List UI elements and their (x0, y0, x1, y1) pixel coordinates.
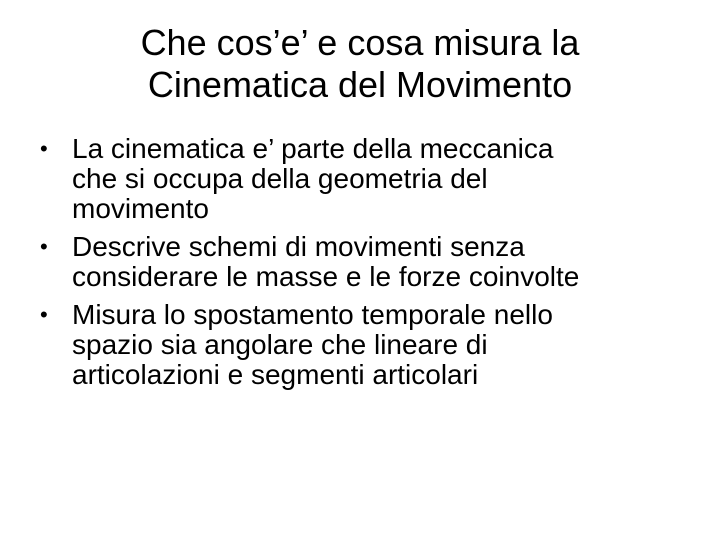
bullet-1-line-1: La cinematica e’ parte della meccanica (72, 133, 554, 164)
bullet-2-line-2: considerare le masse e le forze coinvolte (72, 261, 580, 292)
bullet-marker-3: • (40, 302, 48, 327)
bullet-item-1 (40, 134, 670, 224)
slide-title (60, 22, 660, 106)
bullet-1-line-3: movimento (72, 193, 209, 224)
bullet-3-line-2: spazio sia angolare che lineare di (72, 329, 488, 360)
bullet-marker-1: • (40, 136, 48, 161)
bullet-item-3 (40, 300, 670, 390)
bullet-3-line-3: articolazioni e segmenti articolari (72, 359, 479, 390)
bullet-text-2 (72, 232, 670, 292)
bullet-list (40, 134, 670, 398)
bullet-text-1 (72, 134, 670, 224)
bullet-2-line-1: Descrive schemi di movimenti senza (72, 231, 525, 262)
bullet-marker-2: • (40, 234, 48, 259)
bullet-text-3 (72, 300, 670, 390)
slide-title-line-1: Che cos’e’ e cosa misura la (140, 22, 580, 63)
bullet-3-line-1: Misura lo spostamento temporale nello (72, 299, 553, 330)
bullet-1-line-2: che si occupa della geometria del (72, 163, 488, 194)
slide-title-line-2: Cinematica del Movimento (147, 64, 573, 105)
bullet-item-2 (40, 232, 670, 292)
